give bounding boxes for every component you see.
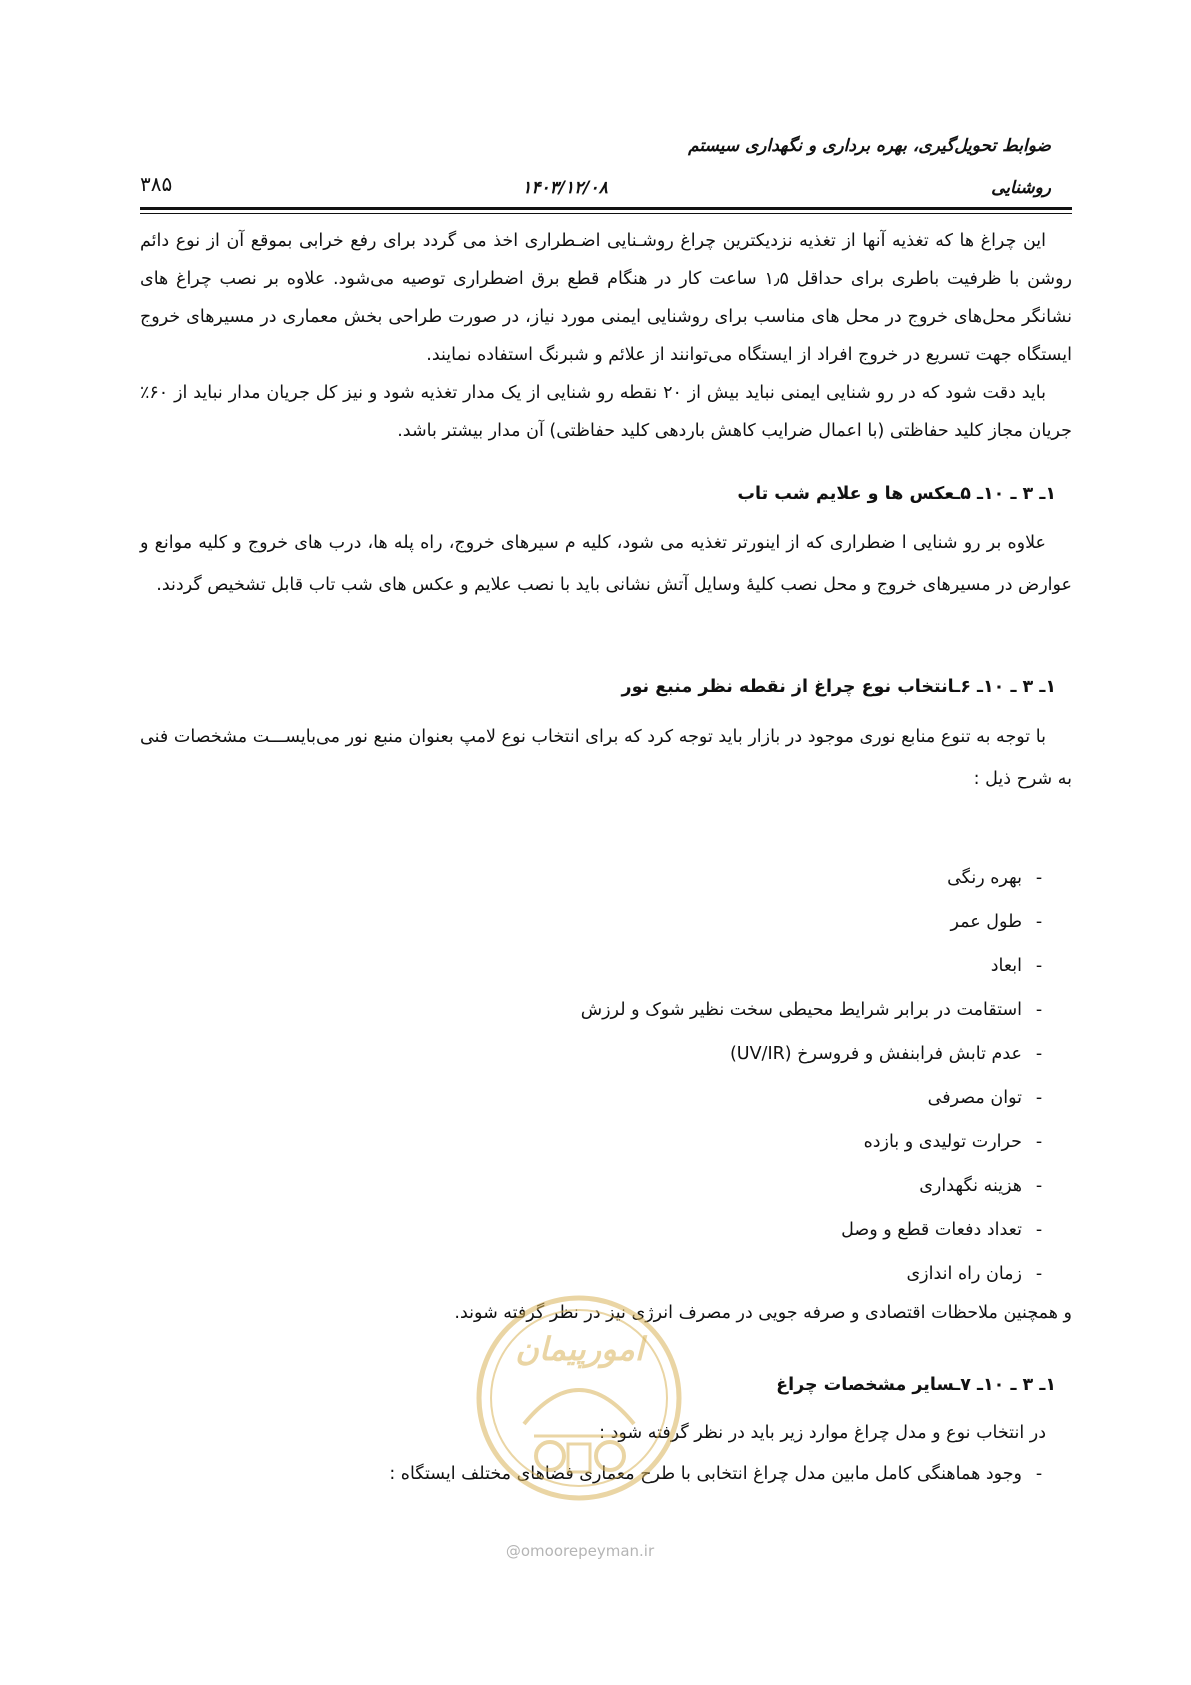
intro-text (140, 222, 1072, 450)
section-7-heading: ۱ـ ۳ ـ ۱۰ـ ۷ـسایر مشخصات چراغ (776, 1375, 1056, 1395)
list-item: -زمان راه اندازی (906, 1264, 1043, 1284)
list-item: -هزینه نگهداری (919, 1176, 1043, 1196)
header-rule-thick (140, 207, 1072, 210)
header-rule-thin (140, 213, 1072, 214)
list-item: -استقامت در برابر شرایط محیطی سخت نظیر شوک و لرزش (580, 1000, 1043, 1020)
section-5-heading: ۱ـ ۳ ـ ۱۰ـ ۵ـعکس ها و علایم شب تاب (737, 484, 1056, 504)
section-6-heading: ۱ـ ۳ ـ ۱۰ـ ۶ـانتخاب نوع چراغ از نقطه نظر منبع نور (621, 677, 1056, 697)
section-6-closing: و همچنین ملاحظات اقتصادی و صرفه جویی در مصرف انرژی نیز در نظر گرفته شوند. (454, 1303, 1072, 1323)
list-item: -حرارت تولیدی و بازده (863, 1132, 1043, 1152)
header-title: ضوابط تحویل‌گیری، بهره برداری و نگهداری سیستم (688, 136, 1051, 156)
watermark-url: @omoorepeyman.ir (505, 1542, 655, 1560)
watermark-logo-text: امورپیمان (515, 1330, 644, 1368)
intro-paragraph-1: این چراغ ها که تغذیه آنها از تغذیه نزدیکترین چراغ روشـنایی اضـطراری اخذ می گردد برای رفع خرابی بموقع آن از نوع دائم روشن با ظرفیت باطری برای حداقل ۱٫۵ ساعت کار در هنگام قطع برق اضطراری توصیه می‌شود. علاوه بر نصب چراغ های نشانگر محل‌های خروج در محل های مناسب برای روشنایی ایمنی مورد نیاز، در صورت طراحی بخش معماری در مسیرهای خروج ایستگاه جهت تسریع در خروج افراد از ایستگاه می‌توانند از علائم و شبرنگ استفاده نمایند. (140, 231, 1072, 365)
light-source-criteria-list (356, 856, 1056, 1296)
list-item: -بهره رنگی (947, 868, 1043, 888)
list-item: -توان مصرفی (927, 1088, 1043, 1108)
list-item: -تعداد دفعات قطع و وصل (841, 1220, 1043, 1240)
header-subtitle: روشنایی (991, 178, 1051, 198)
section-5-text (140, 522, 1072, 606)
section-7-item-1: -وجود هماهنگی کامل مابین مدل چراغ انتخابی با طرح معماری فضاهای مختلف ایستگاه : (389, 1464, 1043, 1484)
list-item: -ابعاد (990, 956, 1043, 976)
section-7-body: در انتخاب نوع و مدل چراغ موارد زیر باید در نظر گرفته شود : (599, 1423, 1046, 1443)
section-5-body: علاوه بر رو شنایی ا ضطراری که از اینورتر تغذیه می شود، کلیه م سیرهای خروج، راه پله ها، درب های خروج و کلیه موانع و عوارض در مسیرهای خروج و محل نصب کلیهٔ وسایل آتش نشانی باید با نصب علایم و عکس های شب تاب قابل تشخیص گردند. (140, 533, 1072, 595)
section-6-text (140, 716, 1072, 800)
list-item: -عدم تابش فرابنفش و فروسرخ (UV/IR) (729, 1044, 1043, 1064)
intro-paragraph-2: باید دقت شود که در رو شنایی ایمنی نباید بیش از ۲۰ نقطه رو شنایی از یک مدار تغذیه شود و نیز کل جریان مدار نباید از ۶۰٪ جریان مجاز کلید حفاظتی (با اعمال ضرایب کاهش باردهی کلید حفاظتی) آن مدار بیشتر باشد. (140, 383, 1072, 441)
header-date: ۱۴۰۳/۱۲/۰۸ (522, 178, 608, 198)
section-6-body: با توجه به تنوع منابع نوری موجود در بازار باید توجه کرد که برای انتخاب نوع لامپ بعنوان منبع نور می‌بایســـت مشخصات فنی به شرح ذیل : (140, 727, 1072, 789)
page-number: ۳۸۵ (140, 172, 173, 196)
list-item: -طول عمر (950, 912, 1043, 932)
watermark-logo-icon (472, 1286, 687, 1506)
